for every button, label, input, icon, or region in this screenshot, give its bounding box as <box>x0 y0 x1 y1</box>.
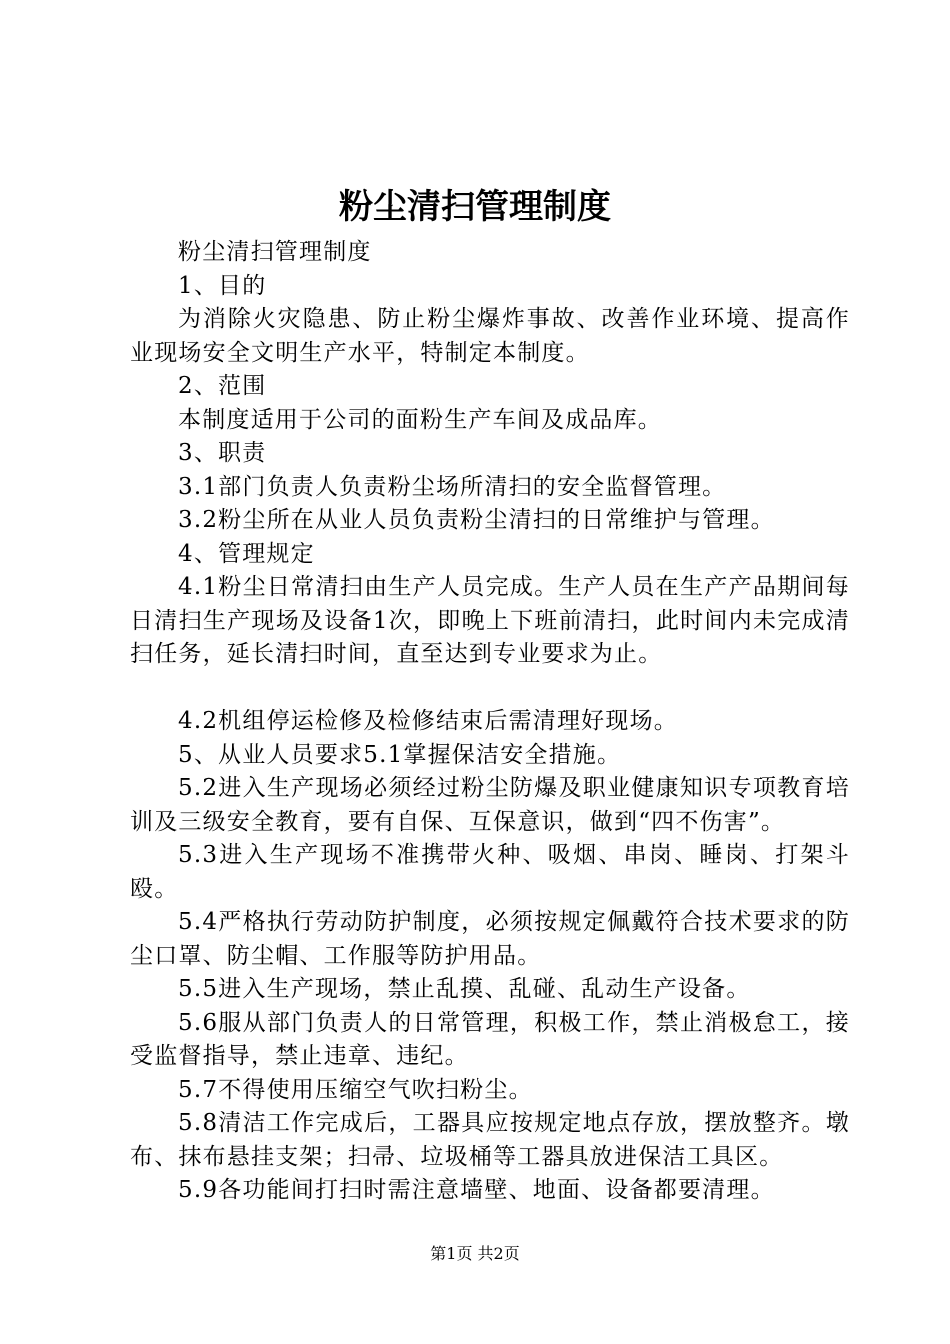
page-footer: 第1页 共2页 <box>430 1244 520 1263</box>
paragraph: 5.8清洁工作完成后，工器具应按规定地点存放，摆放整齐。墩布、抹布悬挂支架；扫帚、垃圾桶等工器具放进保洁工具区。 <box>130 1110 850 1170</box>
paragraph: 4.1粉尘日常清扫由生产人员完成。生产人员在生产产品期间每日清扫生产现场及设备1次，即晚上下班前清扫，此时间内未完成清扫任务，延长清扫时间，直至达到专业要求为止。 <box>130 574 850 667</box>
paragraph: 5.6服从部门负责人的日常管理，积极工作，禁止消极怠工，接受监督指导，禁止违章、违纪。 <box>130 1009 850 1069</box>
section-heading: 1、目的 <box>178 272 267 299</box>
section-heading: 3、职责 <box>178 440 267 466</box>
paragraph: 5、从业人员要求5.1掌握保洁安全措施。 <box>178 741 622 768</box>
paragraph: 5.5进入生产现场，禁止乱摸、乱碰、乱动生产设备。 <box>178 976 751 1002</box>
paragraph: 5.4严格执行劳动防护制度，必须按规定佩戴符合技术要求的防尘口罩、防尘帽、工作服等防护用品。 <box>130 909 850 969</box>
section-heading: 4、管理规定 <box>178 540 315 567</box>
paragraph: 4.2机组停运检修及检修结束后需清理好现场。 <box>178 708 678 734</box>
paragraph: 5.2进入生产现场必须经过粉尘防爆及职业健康知识专项教育培训及三级安全教育，要有自保、互保意识，做到“四不伤害”。 <box>130 775 850 835</box>
document-title: 粉尘清扫管理制度 <box>339 187 611 227</box>
paragraph: 5.9各功能间打扫时需注意墙壁、地面、设备都要清理。 <box>178 1177 775 1203</box>
document-body <box>130 236 850 1208</box>
paragraph: 本制度适用于公司的面粉生产车间及成品库。 <box>178 406 662 433</box>
paragraph: 3.2粉尘所在从业人员负责粉尘清扫的日常维护与管理。 <box>178 507 775 533</box>
paragraph: 5.7不得使用压缩空气吹扫粉尘。 <box>178 1076 533 1103</box>
paragraph: 5.3进入生产现场不准携带火种、吸烟、串岗、睡岗、打架斗殴。 <box>130 842 850 902</box>
section-heading: 2、范围 <box>178 373 267 399</box>
paragraph: 粉尘清扫管理制度 <box>178 239 372 265</box>
paragraph: 为消除火灾隐患、防止粉尘爆炸事故、改善作业环境、提高作业现场安全文明生产水平，特制定本制度。 <box>130 306 850 366</box>
paragraph: 3.1部门负责人负责粉尘场所清扫的安全监督管理。 <box>178 473 727 500</box>
